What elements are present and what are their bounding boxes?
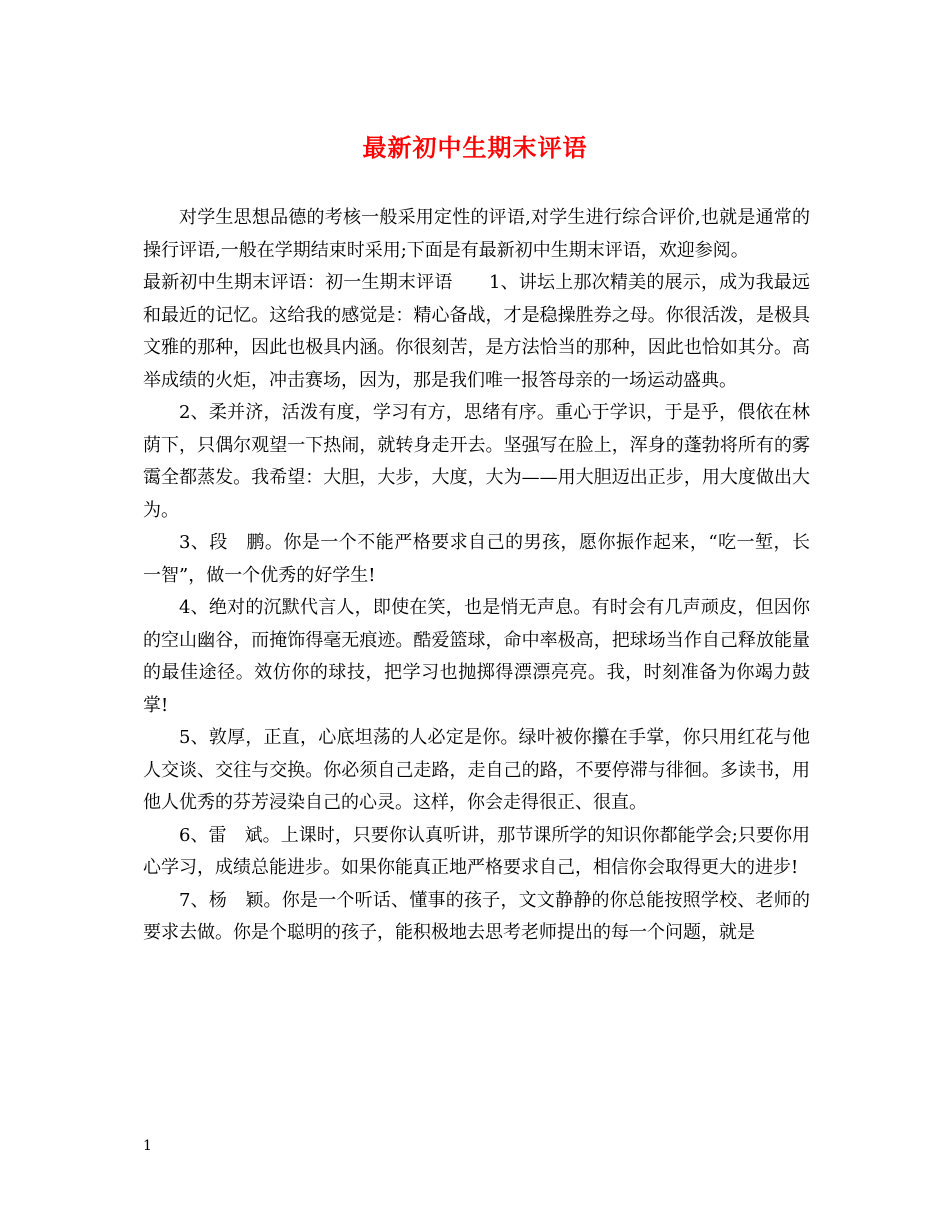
page-number: 1 — [143, 1138, 152, 1154]
paragraph-intro: 对学生思想品德的考核一般采用定性的评语,对学生进行综合评价,也就是通常的操行评语,一般在学期结束时采用;下面是有最新初中生期末评语，欢迎参阅。 — [143, 207, 810, 261]
paragraph-comment-7: 7、杨 颖。你是一个听话、懂事的孩子，文文静静的你总能按照学校、老师的要求去做。你是个聪明的孩子，能积极地去思考老师提出的每一个问题，就是 — [143, 889, 810, 943]
paragraph-comment-6: 6、雷 斌。上课时，只要你认真听讲，那节课所学的知识你都能学会;只要你用心学习，成绩总能进步。如果你能真正地严格要求自己，相信你会取得更大的进步! — [143, 824, 810, 878]
document-body — [143, 202, 810, 950]
paragraph-comment-5: 5、敦厚，正直，心底坦荡的人必定是你。绿叶被你攥在手掌，你只用红花与他人交谈、交往与交换。你必须自己走路，走自己的路，不要停滞与徘徊。多读书，用他人优秀的芬芳浸染自己的心灵。这样，你会走得很正、很直。 — [143, 727, 810, 813]
paragraph-comment-3: 3、段 鹏。你是一个不能严格要求自己的男孩，愿你振作起来，“吃一堑，长一智”，做一个优秀的好学生! — [143, 532, 810, 586]
paragraph-comment-4: 4、绝对的沉默代言人，即使在笑，也是悄无声息。有时会有几声顽皮，但因你的空山幽谷，而掩饰得毫无痕迹。酷爱篮球，命中率极高，把球场当作自己释放能量的最佳途径。效仿你的球技，把学习也抛掷得漂漂亮亮。我，时刻准备为你竭力鼓掌! — [143, 597, 810, 716]
document-title: 最新初中生期末评语 — [362, 133, 588, 162]
paragraph-comment-2: 2、柔并济，活泼有度，学习有方，思绪有序。重心于学识，于是乎，偎依在林荫下，只偶尔观望一下热闹，就转身走开去。坚强写在脸上，浑身的蓬勃将所有的雾霭全都蒸发。我希望：大胆，大步，大度，大为——用大胆迈出正步，用大度做出大为。 — [143, 402, 810, 521]
paragraph-comment-1: 最新初中生期末评语：初一生期末评语 1、讲坛上那次精美的展示，成为我最远和最近的记忆。这给我的感觉是：精心备战，才是稳操胜券之母。你很活泼，是极具文雅的那种，因此也极具内涵。你很刻苦，是方法恰当的那种，因此也恰如其分。高举成绩的火炬，冲击赛场，因为，那是我们唯一报答母亲的一场运动盛典。 — [143, 272, 810, 391]
